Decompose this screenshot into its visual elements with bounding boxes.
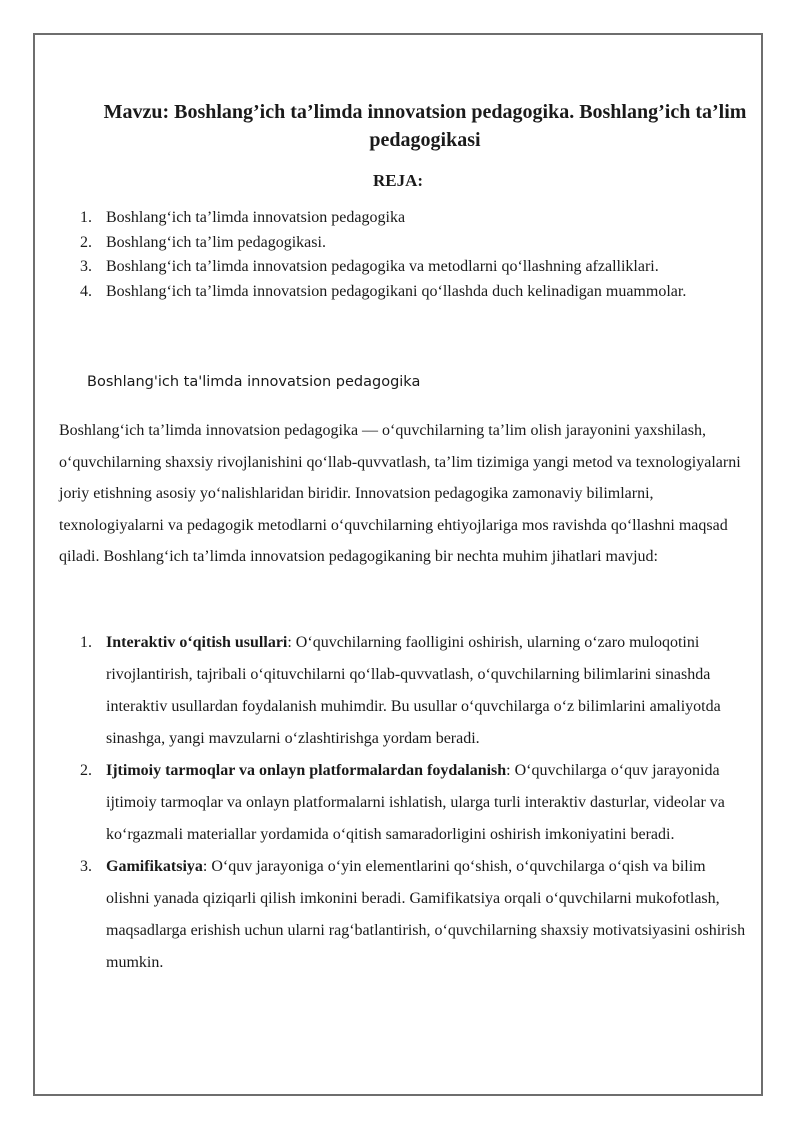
section-heading: Boshlang'ich ta'limda innovatsion pedagogika bbox=[87, 374, 421, 390]
plan-item-text: Boshlang‘ich ta’limda innovatsion pedagogika bbox=[106, 209, 406, 226]
point-term: Gamifikatsiya bbox=[106, 858, 203, 875]
point-item bbox=[76, 755, 748, 851]
plan-item-number: 4. bbox=[80, 282, 92, 300]
plan-item bbox=[76, 255, 716, 280]
plan-list bbox=[76, 206, 716, 304]
point-text: : O‘quv jarayoniga o‘yin elementlarini qo‘shish, o‘quvchilarga o‘qish va bilim olishni yanada qiziqarli qilish imkonini beradi. Gamifikatsiya orqali o‘quvchilarni mukofotlash, maqsadlarga erishish uchun ularni rag‘batlantirish, o‘quvchilarning shaxsiy motivatsiyasini oshirish mumkin. bbox=[106, 858, 746, 971]
page-title: Mavzu: Boshlang’ich ta’limda innovatsion pedagogika. Boshlang’ich ta’lim pedagogikasi bbox=[103, 101, 747, 151]
point-item bbox=[76, 851, 748, 979]
point-term: Interaktiv o‘qitish usullari bbox=[106, 634, 288, 651]
plan-heading: REJA: bbox=[372, 171, 424, 190]
point-number: 1. bbox=[80, 634, 92, 651]
point-text: : O‘quvchilarga o‘quv jarayonida ijtimoiy tarmoqlar va onlayn platformalarni ishlatish, ularga turli interaktiv dasturlar, videolar va ko‘rgazmali materiallar yordamida o‘qitish samaradorligini oshirish imkoniyatini beradi. bbox=[106, 762, 725, 843]
plan-item-text: Boshlang‘ich ta’limda innovatsion pedagogikani qo‘llashda duch kelinadigan muammolar. bbox=[106, 282, 687, 300]
intro-paragraph: Boshlang‘ich ta’limda innovatsion pedagogika — o‘quvchilarning ta’lim olish jarayonini yaxshilash, o‘quvchilarning shaxsiy rivojlanishini qo‘llab-quvvatlash, ta’lim tizimiga yangi metod va texnologiyalarni joriy etishning asosiy yo‘nalishlaridan biridir. Innovatsion pedagogika zamonaviy bilimlarni, texnologiyalarni va pedagogik metodlarni o‘quvchilarning ehtiyojlariga mos ravishda qo‘llashni maqsad qiladi. Boshlang‘ich ta’limda innovatsion pedagogikaning bir nechta muhim jihatlari mavjud: bbox=[59, 422, 741, 565]
plan-item-text: Boshlang‘ich ta’lim pedagogikasi. bbox=[106, 233, 326, 251]
plan-item-number: 2. bbox=[80, 233, 92, 251]
point-number: 2. bbox=[80, 762, 92, 779]
plan-item-text: Boshlang‘ich ta’limda innovatsion pedagogika va metodlarni qo‘llashning afzalliklari. bbox=[106, 258, 659, 275]
plan-item bbox=[76, 206, 716, 231]
plan-item-number: 1. bbox=[80, 209, 92, 226]
point-text: : O‘quvchilarning faolligini oshirish, ularning o‘zaro muloqotini rivojlantirish, tajribali o‘qituvchilarni qo‘llab-quvvatlash, o‘quvchilarning bilimlarini sinashda interaktiv usullardan foydalanish muhimdir. Bu usullar o‘quvchilarga o‘z bilimlarini amaliyotda sinashga, yangi mavzularni o‘zlashtirishga yordam beradi. bbox=[106, 634, 721, 747]
point-item bbox=[76, 627, 748, 755]
points-list bbox=[76, 627, 748, 979]
plan-item-number: 3. bbox=[80, 258, 92, 275]
plan-item bbox=[76, 231, 716, 256]
plan-item bbox=[76, 280, 716, 305]
point-term: Ijtimoiy tarmoqlar va onlayn platformalardan foydalanish bbox=[106, 762, 507, 779]
point-number: 3. bbox=[80, 858, 92, 875]
